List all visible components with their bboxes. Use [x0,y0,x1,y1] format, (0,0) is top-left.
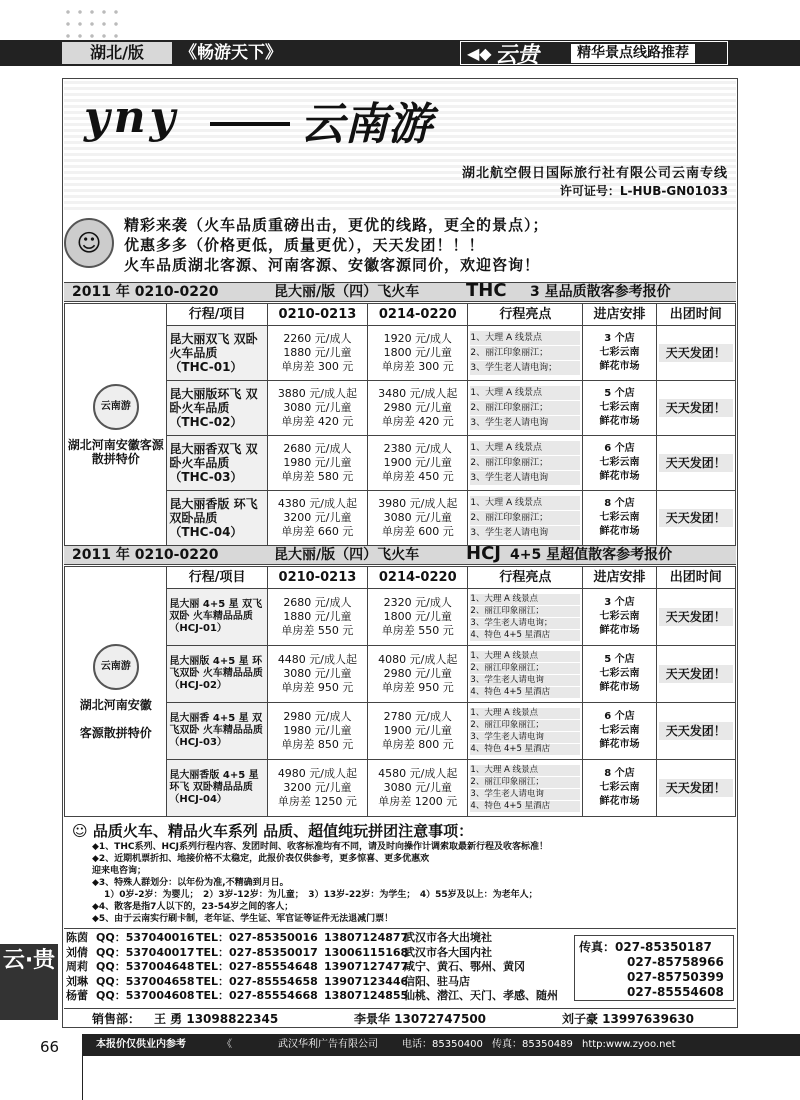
price-single: 单房差 550 元 [381,624,454,637]
price-adult: 4480 元/成人起 [277,653,358,666]
shop-count: 5 个店 [604,388,635,399]
contact-row [66,960,566,975]
price-child: 3200 元/儿童 [283,511,352,524]
contact-area: 仙桃、潜江、天门、孝感、随州 [404,989,558,1002]
contact-tel: TEL：027-85554648 [196,960,318,973]
shop-cell [583,646,656,703]
departure-cell [656,326,735,381]
price-cell [267,760,367,817]
highlight: 2、丽江印象丽江； [470,663,580,674]
col-highlights: 行程亮点 [468,567,583,589]
departure-label: 天天发团！ [659,454,733,472]
promo-block [64,210,736,282]
col-date-1: 0210-0213 [267,567,367,589]
promo-line-1: 精彩来袭（火车品质重磅出击，更优的线路，更全的景点）； [124,216,549,234]
fax-number: 027-85758966 [627,955,724,969]
destination-banner [460,41,728,68]
contact-name: 周莉 [66,960,88,973]
price-single: 单房差 950 元 [381,681,454,694]
contact-list [66,931,566,1005]
highlight: 4、特色 4+5 星酒店 [470,687,580,698]
note-item: ◆5、由于云南实行刷卡制，老年证、学生证、军官证等证件无法退减门票！ [92,914,394,924]
note-item: ◆4、散客是指7人以下的，23-54岁之间的客人； [92,902,294,912]
hcj-section-bar [64,545,736,565]
price-child: 3080 元/儿童 [283,401,352,414]
notes-section [64,820,736,925]
highlight: 1、大理 A 线景点 [470,765,580,776]
price-cell [267,491,367,546]
departure-label: 天天发团！ [659,344,733,362]
hcj-suffix: 4+5 星超值散客参考报价 [510,547,673,563]
diamond-arrow-icon: ◀◆ [467,44,492,63]
price-child: 1800 元/儿童 [383,346,452,359]
thc-date: 2011 年 0210-0220 [72,284,219,300]
shop-cell [583,491,656,546]
price-single: 单房差 1200 元 [378,795,458,808]
highlights-cell [468,491,583,546]
contact-name: 陈茵 [66,931,88,944]
note-item: ◆1、THC系列、HCJ系列行程内容、发团时间、收客标准均有不同，请及时向操作计调索取最新行程及收客标准！ [92,842,548,852]
price-cell [368,703,468,760]
departure-cell [656,760,735,817]
contact-tel: TEL：027-85554658 [196,974,318,988]
section-title: 《畅游天下》 [180,43,282,63]
departure-cell [656,436,735,491]
price-single: 单房差 420 元 [381,415,454,428]
hcj-side-label-2: 客源散拼特价 [79,725,152,740]
contact-mobile: 13807124877 [324,931,409,944]
shop-name: 鲜花市场 [599,526,640,537]
col-shops: 进店安排 [583,304,656,326]
price-single: 单房差 800 元 [381,738,454,751]
shop-cell [583,760,656,817]
highlight: 3、学生老人请电询 [470,675,580,686]
highlight: 2、丽江印象丽江； [470,346,580,360]
price-single: 单房差 300 元 [281,360,354,373]
highlight: 3、学生老人请电询； [470,618,580,629]
agency-name: 湖北航空假日国际旅行社有限公司云南专线 [461,166,728,181]
shop-name: 七彩云南 [599,782,640,793]
shop-name: 鲜花市场 [599,471,640,482]
thc-title: 昆大丽/版（四）飞火车 [274,284,420,300]
highlight: 2、丽江印象丽江； [470,720,580,731]
price-child: 1980 元/儿童 [283,456,352,469]
price-single: 单房差 420 元 [281,415,354,428]
contact-qq: QQ：537004648 [96,960,195,973]
col-route: 行程/项目 [167,567,267,589]
highlight: 3、学生老人请电询； [470,361,580,375]
note-item: ◆3、特殊人群划分：以年份为准,不精确到月日。 [92,878,289,888]
shop-cell [583,703,656,760]
footer-bar [82,1034,800,1056]
shop-name: 七彩云南 [599,668,640,679]
contact-qq: QQ：537040016 [96,931,195,944]
route-cell: 昆大丽 4+5 星 双飞双卧 火车精品品质 （HCJ-01） [167,589,267,646]
route-cell: 昆大丽双飞 双卧火车品质 （THC-01） [167,326,267,381]
price-adult: 3880 元/成人起 [277,387,358,400]
shop-name: 鲜花市场 [599,416,640,427]
departure-label: 天天发团！ [659,779,733,797]
col-date-2: 0214-0220 [368,304,468,326]
highlights-cell [468,646,583,703]
shop-count: 6 个店 [604,443,635,454]
chevron-icon: 《 [222,1039,232,1050]
contact-row [66,975,566,990]
thc-suffix: 3 星品质散客参考报价 [530,284,671,300]
logo-dash [210,122,290,126]
price-adult: 1920 元/成人 [383,332,452,345]
col-departure: 出团时间 [656,567,735,589]
notes-title [64,820,736,841]
shop-name: 鲜花市场 [599,796,640,807]
departure-label: 天天发团！ [659,665,733,683]
contact-area: 武汉市各大国内社 [404,945,492,959]
hcj-side-label-1: 湖北河南安徽 [79,697,152,712]
contact-mobile: 13807124855 [324,989,409,1002]
highlight: 2、丽江印象丽江； [470,777,580,788]
shop-name: 七彩云南 [599,457,640,468]
province-label: 湖北/版 [62,42,172,64]
departure-cell [656,589,735,646]
route-cell: 昆大丽香版 4+5 星环飞 双卧精品品质 （HCJ-04） [167,760,267,817]
price-child: 3080 元/儿童 [383,511,452,524]
notes-title-text: 品质火车、精品火车系列 品质、超值纯玩拼团注意事项： [92,822,474,840]
highlight: 3、学生老人请电询 [470,789,580,800]
logo-chinese: 云南游 [300,99,432,150]
col-date-1: 0210-0213 [267,304,367,326]
price-single: 单房差 450 元 [381,470,454,483]
highlight: 4、特色 4+5 星酒店 [470,744,580,755]
departure-cell [656,703,735,760]
table-header-row [65,304,736,326]
footer-url[interactable]: http:www.zyoo.net [582,1039,676,1050]
contact-qq: QQ：537040017 [96,945,195,959]
fax-number: 027-85554608 [627,985,724,999]
contact-mobile: 13006115168 [324,945,409,959]
price-child: 1980 元/儿童 [283,724,352,737]
contacts-block [64,928,736,1006]
price-cell [267,436,367,491]
footer-disclaimer: 本报价仅供业内参考 [96,1039,186,1050]
highlight: 4、特色 4+5 星酒店 [470,630,580,641]
shop-count: 3 个店 [604,597,635,608]
shop-name: 鲜花市场 [599,682,640,693]
highlight: 2、丽江印象丽江； [470,511,580,525]
shop-count: 6 个店 [604,711,635,722]
contact-mobile: 13907127477 [324,960,409,973]
price-child: 2980 元/儿童 [383,667,452,680]
price-single: 单房差 300 元 [381,360,454,373]
highlights-cell [468,703,583,760]
contact-row [66,989,566,1004]
price-adult: 2260 元/成人 [283,332,352,345]
destination-title: 云贵 [495,42,540,68]
shop-count: 8 个店 [604,768,635,779]
mascot-icon: ☺ [64,218,114,268]
price-adult: 2980 元/成人 [283,710,352,723]
note-item: 1）0岁-2岁：为婴儿； 2）3岁-12岁：为儿童； 3）13岁-22岁：为学生； 4）55岁及以上：为老年人； [104,890,538,900]
highlights-cell [468,436,583,491]
price-cell [267,381,367,436]
contact-tel: TEL：027-85350016 [196,931,318,944]
price-cell [368,436,468,491]
shop-name: 七彩云南 [599,347,640,358]
highlight: 2、丽江印象丽江； [470,606,580,617]
contact-row [66,946,566,961]
price-child: 3080 元/儿童 [383,781,452,794]
departure-label: 天天发团！ [659,399,733,417]
license-number: 许可证号：L-HUB-GN01033 [559,184,728,198]
highlights-cell [468,381,583,436]
price-cell [368,760,468,817]
side-tab: 云·贵 [0,944,58,1020]
price-cell [267,646,367,703]
price-single: 单房差 580 元 [281,470,354,483]
hcj-title: 昆大丽/版（四）飞火车 [274,547,420,563]
thc-code: THC [466,280,507,301]
highlight: 1、大理 A 线景点 [470,708,580,719]
departure-cell [656,646,735,703]
thc-section-bar [64,282,736,302]
price-cell [368,381,468,436]
thc-side-label: 湖北河南安徽客源散拼特价 [67,437,164,466]
price-child: 1800 元/儿童 [383,610,452,623]
route-cell: 昆大丽香 4+5 星 双飞双卧 火车精品品质 （HCJ-03） [167,703,267,760]
departure-label: 天天发团！ [659,608,733,626]
thc-price-table [64,303,736,546]
sales-person: 李景华 13072747500 [354,1012,487,1026]
promo-line-3: 火车品质湖北客源、河南客源、安徽客源同价，欢迎咨询！ [124,256,541,274]
contact-qq: QQ：537004658 [96,974,195,988]
departure-label: 天天发团！ [659,722,733,740]
col-highlights: 行程亮点 [468,304,583,326]
col-shops: 进店安排 [583,567,656,589]
hcj-code: HCJ [466,543,501,564]
shop-name: 鲜花市场 [599,361,640,372]
col-route: 行程/项目 [167,304,267,326]
decorative-dots [62,6,124,38]
highlight: 4、特色 4+5 星酒店 [470,801,580,812]
page-number: 66 [40,1038,60,1056]
contact-area: 咸宁、黄石、鄂州、黄冈 [404,960,525,973]
highlights-cell [468,589,583,646]
price-adult: 3980 元/成人起 [378,497,458,510]
shop-count: 5 个店 [604,654,635,665]
price-adult: 2780 元/成人 [383,710,452,723]
highlight: 2、丽江印象丽江； [470,456,580,470]
footer-phone: 电话：85350400 [402,1039,483,1050]
highlight: 3、学生老人请电询 [470,526,580,540]
route-cell: 昆大丽版环飞 双卧火车品质 （THC-02） [167,381,267,436]
highlight: 3、学生老人请电询 [470,416,580,430]
footer-fax: 传真：85350489 [492,1039,573,1050]
contact-row [66,931,566,946]
contact-qq: QQ：537004608 [96,989,195,1002]
price-single: 单房差 550 元 [281,624,354,637]
col-departure: 出团时间 [656,304,735,326]
table-header-row [65,567,736,589]
price-cell [267,703,367,760]
price-single: 单房差 600 元 [381,525,454,538]
route-cell: 昆大丽版 4+5 星 环飞双卧 火车精品品质 （HCJ-02） [167,646,267,703]
col-date-2: 0214-0220 [368,567,468,589]
contact-area: 信阳、驻马店 [404,974,470,988]
price-adult: 2320 元/成人 [383,596,452,609]
price-adult: 3480 元/成人起 [378,387,458,400]
price-child: 1900 元/儿童 [383,456,452,469]
price-single: 单房差 850 元 [281,738,354,751]
price-adult: 4080 元/成人起 [378,653,458,666]
price-cell [368,326,468,381]
highlights-cell [468,760,583,817]
shop-cell [583,436,656,491]
highlight: 1、大理 A 线景点 [470,496,580,510]
sales-bar [64,1008,736,1028]
price-cell [368,589,468,646]
price-cell [267,326,367,381]
price-child: 3080 元/儿童 [283,667,352,680]
highlight: 1、大理 A 线景点 [470,651,580,662]
price-single: 单房差 660 元 [281,525,354,538]
price-adult: 4580 元/成人起 [378,767,458,780]
departure-cell [656,491,735,546]
price-cell [267,589,367,646]
shop-name: 七彩云南 [599,512,640,523]
contact-tel: TEL：027-85350017 [196,945,318,959]
hcj-date: 2011 年 0210-0220 [72,547,219,563]
price-adult: 2680 元/成人 [283,442,352,455]
price-single: 单房差 1250 元 [277,795,357,808]
shop-name: 鲜花市场 [599,739,640,750]
contact-name: 刘琳 [66,974,88,988]
promo-line-2: 优惠多多（价格更低，质量更优），天天发团！！！ [124,236,485,254]
shop-count: 3 个店 [604,333,635,344]
price-adult: 4380 元/成人起 [277,497,358,510]
highlights-cell [468,326,583,381]
hcj-price-table [64,566,736,817]
smiley-icon: ☺ [72,822,93,840]
highlight: 1、大理 A 线景点 [470,331,580,345]
price-child: 1880 元/儿童 [283,346,352,359]
shop-name: 鲜花市场 [599,625,640,636]
shop-count: 8 个店 [604,498,635,509]
contact-area: 武汉市各大出境社 [404,931,492,944]
highlight: 3、学生老人请电询 [470,732,580,743]
mascot-avatar: 云南游 [93,384,139,430]
price-cell [368,646,468,703]
price-child: 3200 元/儿童 [283,781,352,794]
highlight: 2、丽江印象丽江； [470,401,580,415]
fax-label: 传真： [579,940,616,954]
mascot-avatar: 云南游 [93,644,139,690]
hcj-side-cell [65,567,167,817]
route-cell: 昆大丽香双飞 双卧火车品质 （THC-03） [167,436,267,491]
sales-person: 王 勇 13098822345 [154,1012,279,1026]
note-item: ◆2、近期机票折扣、地接价格不太稳定，此报价表仅供参考，更多惊喜、更多优惠欢 [92,854,430,864]
shop-name: 七彩云南 [599,611,640,622]
price-child: 1880 元/儿童 [283,610,352,623]
route-cell: 昆大丽香版 环飞双卧品质 （THC-04） [167,491,267,546]
shop-name: 七彩云南 [599,725,640,736]
departure-label: 天天发团！ [659,509,733,527]
departure-cell [656,381,735,436]
contact-name: 刘倩 [66,945,88,959]
shop-cell [583,589,656,646]
contact-mobile: 13907123446 [324,974,409,988]
highlight: 1、大理 A 线景点 [470,386,580,400]
highlight: 1、大理 A 线景点 [470,594,580,605]
shop-name: 七彩云南 [599,402,640,413]
highlight: 1、大理 A 线景点 [470,441,580,455]
contact-name: 杨蕾 [66,989,88,1002]
contact-tel: TEL：027-85554668 [196,989,318,1002]
shop-cell [583,326,656,381]
sales-person: 刘子豪 13997639630 [562,1012,695,1026]
price-adult: 4980 元/成人起 [277,767,358,780]
thc-side-cell [65,304,167,546]
footer-company: 武汉华利广告有限公司 [278,1039,378,1050]
note-item: 迎来电咨询； [92,866,147,876]
fax-number: 027-85750399 [627,970,724,984]
logo-english: yny [84,92,180,143]
price-adult: 2680 元/成人 [283,596,352,609]
price-cell [368,491,468,546]
price-single: 单房差 950 元 [281,681,354,694]
shop-cell [583,381,656,436]
sales-label: 销售部： [92,1012,141,1026]
fax-box [574,935,734,1001]
highlight: 3、学生老人请电询 [470,471,580,485]
recommend-label: 精华景点线路推荐 [571,44,695,63]
fax-number: 027-85350187 [615,940,712,954]
price-adult: 2380 元/成人 [383,442,452,455]
price-child: 1900 元/儿童 [383,724,452,737]
price-child: 2980 元/儿童 [383,401,452,414]
